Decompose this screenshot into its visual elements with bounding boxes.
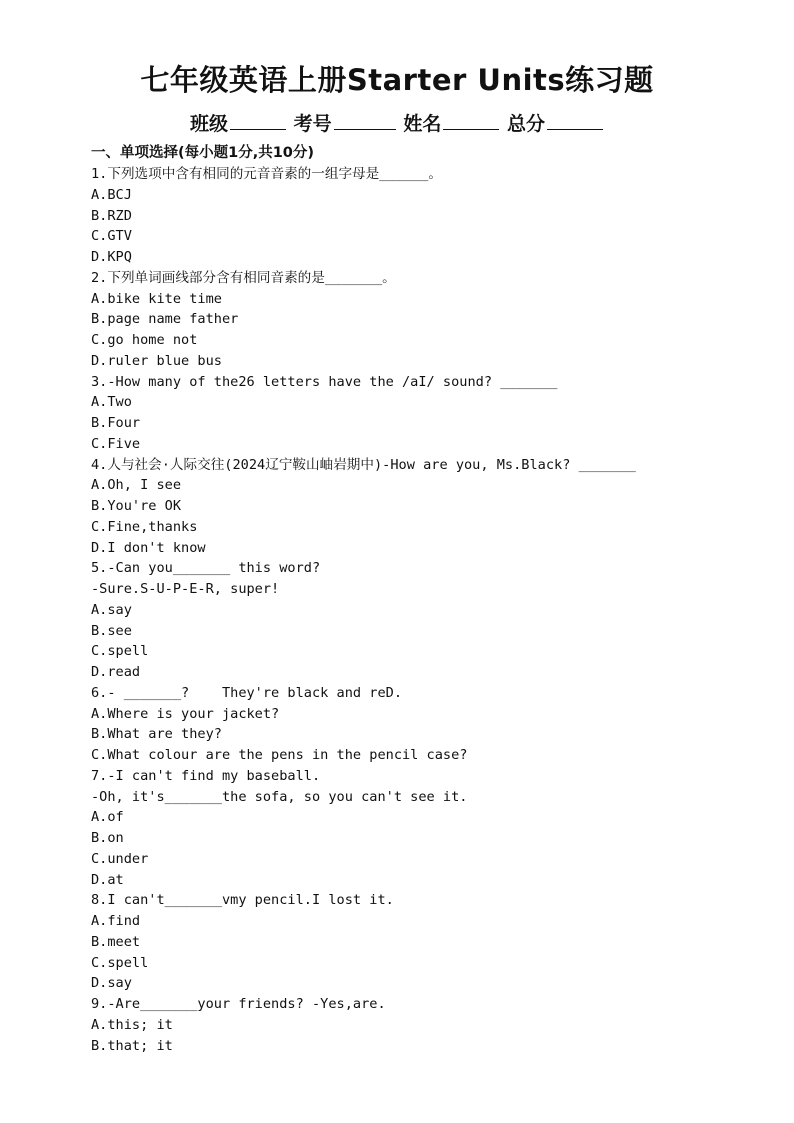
answer-option[interactable]: A.this; it (91, 1016, 173, 1033)
question-stem: 7.-I can't find my baseball. (91, 767, 321, 784)
answer-option[interactable]: B.You're OK (91, 498, 182, 514)
answer-option[interactable]: D.I don't know (91, 539, 206, 556)
answer-option[interactable]: B.see (91, 622, 132, 639)
answer-option[interactable]: B.Four (91, 415, 141, 431)
answer-option[interactable]: A.BCJ (91, 186, 132, 203)
question-stem: 8.I can't_______vmy pencil.I lost it. (91, 892, 394, 909)
answer-option[interactable]: D.say (91, 975, 132, 992)
question-line: -Oh, it's_______the sofa, so you can't see it. (91, 788, 468, 805)
answer-option[interactable]: B.meet (91, 933, 141, 950)
answer-option[interactable]: B.on (91, 830, 124, 846)
answer-option[interactable]: A.Two (91, 394, 132, 411)
class-blank[interactable] (230, 113, 286, 130)
answer-option[interactable]: A.Where is your jacket? (91, 705, 280, 722)
answer-option[interactable]: C.Five (91, 435, 141, 452)
answer-option[interactable]: A.of (91, 809, 124, 826)
name-blank[interactable] (443, 113, 499, 130)
answer-option[interactable]: C.spell (91, 954, 149, 971)
name-label: 姓名 (403, 113, 442, 135)
page-title: 七年级英语上册Starter Units练习题 (140, 63, 654, 97)
answer-option[interactable]: C.What colour are the pens in the pencil case? (91, 747, 468, 763)
student-info-row (0, 110, 794, 138)
answer-option[interactable]: B.What are they? (91, 726, 222, 743)
answer-option[interactable]: C.GTV (91, 228, 132, 245)
question-stem: 1.下列选项中含有相同的元音音素的一组字母是______。 (91, 166, 442, 182)
question-stem: 9.-Are_______your friends? -Yes,are. (91, 996, 386, 1012)
answer-option[interactable]: A.bike kite time (91, 290, 222, 307)
question-stem: 2.下列单词画线部分含有相同音素的是_______。 (91, 269, 396, 286)
answer-option[interactable]: C.under (91, 850, 149, 867)
answer-option[interactable]: A.Oh, I see (91, 477, 182, 494)
question-list (91, 164, 771, 1056)
exam-number-label: 考号 (293, 113, 332, 135)
question-stem: 5.-Can you_______ this word? (91, 560, 321, 577)
answer-option[interactable]: D.read (91, 664, 141, 680)
exam-number-blank[interactable] (334, 113, 396, 130)
section-heading: 一、单项选择(每小题1分,共10分) (91, 145, 315, 161)
answer-option[interactable]: A.find (91, 913, 141, 929)
question-stem: 6.- _______? They're black and reD. (91, 684, 402, 701)
question-stem: 4.人与社会·人际交往(2024辽宁鞍山岫岩期中)-How are you, Ms.Black? _______ (91, 456, 636, 473)
total-score-blank[interactable] (547, 113, 603, 130)
question-line: -Sure.S-U-P-E-R, super! (91, 581, 280, 597)
answer-option[interactable]: D.KPQ (91, 249, 132, 265)
answer-option[interactable]: C.Fine,thanks (91, 518, 198, 535)
answer-option[interactable]: B.RZD (91, 207, 132, 224)
answer-option[interactable]: D.ruler blue bus (91, 352, 222, 369)
question-stem: 3.-How many of the26 letters have the /aI/ sound? _______ (91, 373, 558, 390)
class-label: 班级 (190, 113, 229, 135)
answer-option[interactable]: B.that; it (91, 1037, 173, 1054)
answer-option[interactable]: C.go home not (91, 332, 198, 348)
answer-option[interactable]: C.spell (91, 643, 149, 660)
total-score-label: 总分 (506, 113, 545, 135)
answer-option[interactable]: A.say (91, 601, 132, 618)
answer-option[interactable]: D.at (91, 871, 124, 888)
answer-option[interactable]: B.page name father (91, 311, 239, 328)
